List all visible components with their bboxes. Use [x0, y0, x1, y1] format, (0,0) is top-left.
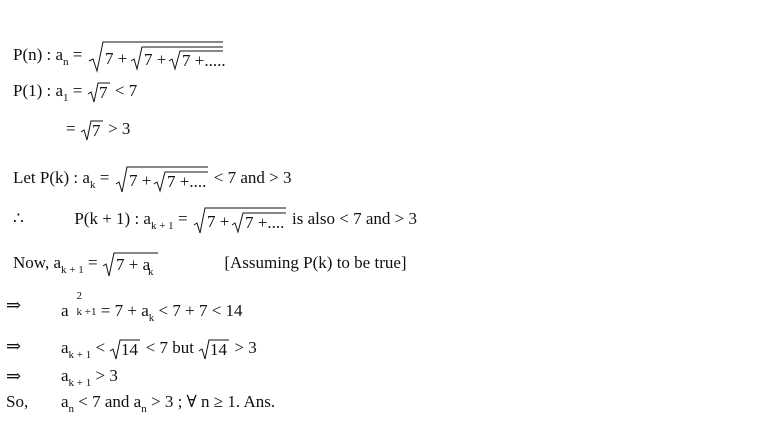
radical-k-text-1: 7 + — [128, 171, 151, 190]
subscript-k: k — [89, 178, 96, 191]
radical-7b-text: 7 — [91, 121, 101, 140]
less-than-7: < 7 — [110, 80, 138, 100]
subscript-k1e: k + 1 — [68, 377, 92, 389]
radical-14 — [109, 337, 141, 361]
also-bounds-text: is also < 7 and > 3 — [287, 208, 417, 228]
implies-arrow-2: ⇒ — [6, 336, 22, 356]
p-k1-label: P(k + 1) : a — [74, 208, 151, 228]
implies-arrow-3: ⇒ — [6, 366, 22, 386]
radical-7-text: 7 — [98, 83, 108, 102]
equals: = — [66, 118, 80, 138]
superscript-2: 2 — [76, 290, 83, 302]
lt-symbol: < — [91, 337, 110, 357]
line-ak1-lt-root14 — [61, 337, 257, 361]
subscript-k1: k + 1 — [150, 219, 174, 232]
therefore-symbol: ∴ — [13, 208, 24, 228]
now-label: Now, a — [13, 252, 61, 272]
radical-7 — [87, 80, 111, 104]
subscript-k1d: k + 1 — [68, 348, 92, 361]
lt-14-text: < 7 + 7 < 14 — [154, 301, 243, 320]
equals: = — [95, 167, 114, 187]
radical-text-1: 7 + — [104, 49, 127, 68]
a-label: a — [61, 337, 69, 357]
subscript-1: 1 — [63, 91, 69, 104]
a-label: a — [61, 392, 69, 411]
line-conclusion — [61, 392, 275, 414]
subscript-k1c: k +1 — [76, 306, 97, 318]
radical-14-text: 14 — [121, 340, 139, 359]
subscript-k2: k — [148, 312, 155, 324]
radical-14b-text: 14 — [210, 340, 228, 359]
nested-radical-k — [114, 164, 210, 194]
line-p-1 — [13, 80, 137, 104]
lt-7-and-a: < 7 and a — [74, 392, 142, 411]
equals: = — [83, 252, 102, 272]
radical-text-3: 7 +..... — [181, 51, 226, 70]
conclusion-end: > 3 ; ∀ n ≥ 1. Ans. — [146, 392, 276, 411]
radical-7b — [80, 118, 104, 142]
equals: = — [68, 44, 87, 64]
subscript-k1b: k + 1 — [61, 263, 84, 276]
radical-ak-text: 7 + a — [115, 255, 150, 274]
nested-radical — [87, 39, 227, 73]
radical-k1-text-1: 7 + — [206, 212, 230, 231]
nested-radical-k1 — [192, 205, 288, 235]
subscript-n: n — [63, 55, 69, 68]
a-label: a — [61, 366, 69, 385]
gt-3-text: > 3 — [230, 337, 257, 357]
line-ak1-squared — [61, 290, 243, 324]
line-p-k-plus-1 — [13, 205, 417, 235]
sup-sub-stack — [69, 290, 97, 318]
line-ak1-gt-3 — [61, 366, 118, 388]
subscript-n1: n — [68, 403, 75, 415]
radical-text-2: 7 + — [143, 50, 166, 69]
implies-arrow-1: ⇒ — [6, 295, 22, 315]
equals-7-plus-a: = 7 + a — [96, 301, 149, 320]
radical-k-text-2: 7 +.... — [166, 172, 206, 191]
gt-3-text: > 3 — [91, 366, 118, 385]
radical-k1-text-2: 7 +.... — [244, 213, 285, 232]
greater-than-3: > 3 — [103, 118, 131, 138]
radical-ak-subscript: k — [147, 266, 154, 278]
radical-14b — [198, 337, 230, 361]
p-1-label: P(1) : a — [13, 80, 64, 100]
line-now — [13, 250, 407, 278]
conclusion-so: So, — [6, 392, 29, 411]
line-p-n — [13, 39, 227, 73]
p-n-label: P(n) : a — [13, 44, 64, 64]
line-let-p-k — [13, 164, 292, 194]
equals: = — [68, 80, 87, 100]
subscript-n2: n — [141, 403, 147, 415]
bounds-text: < 7 and > 3 — [209, 167, 292, 187]
assumption-note: [Assuming P(k) to be true] — [224, 252, 407, 272]
equals: = — [173, 208, 192, 228]
lt-7-but: < 7 but — [141, 337, 199, 357]
radical-7-plus-ak — [102, 250, 160, 278]
line-gt-3 — [66, 118, 130, 142]
a-label: a — [61, 301, 69, 320]
let-p-k-label: Let P(k) : a — [13, 167, 90, 187]
